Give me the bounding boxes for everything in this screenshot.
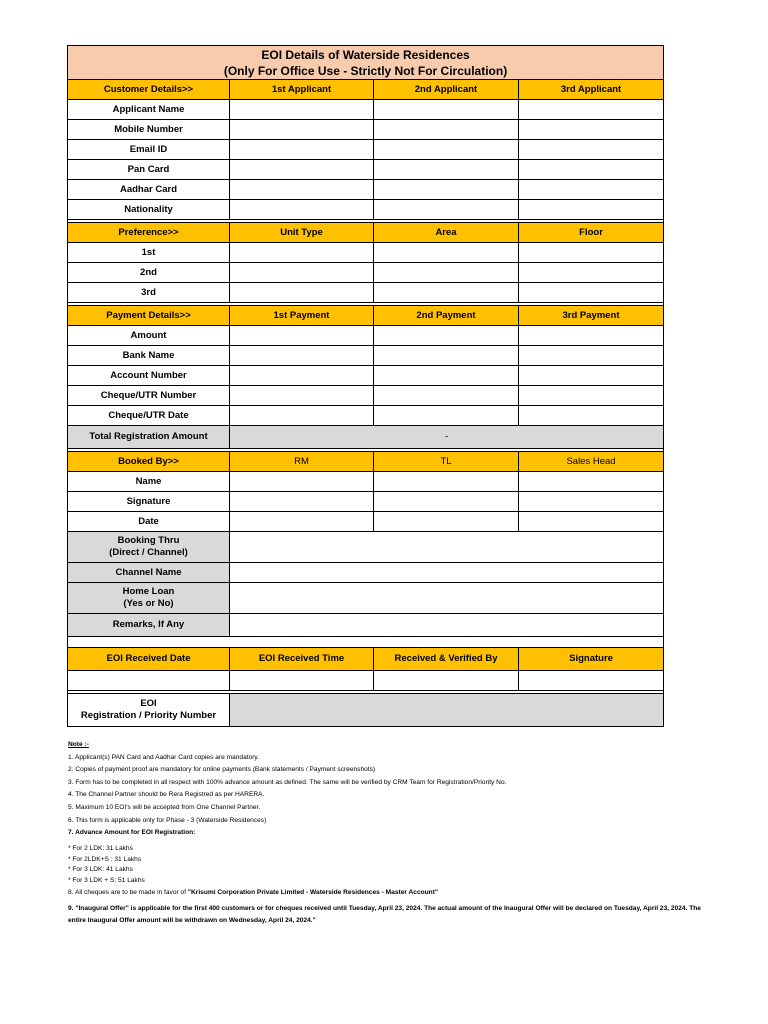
input-cell[interactable] [374, 160, 519, 180]
input-cell[interactable] [230, 472, 374, 492]
eoi-table [67, 45, 664, 727]
note-4: 4. The Channel Partner should be Rera Registred as per HARERA. [68, 791, 265, 799]
booked-by-header: Booked By>> [68, 452, 230, 472]
input-cell[interactable] [230, 160, 374, 180]
advance-2ldk-s: * For 2LDK+S : 31 Lakhs [68, 855, 142, 863]
input-cell[interactable] [374, 346, 519, 366]
row-email-id [68, 140, 664, 160]
input-cell[interactable] [230, 406, 374, 426]
input-cell[interactable] [374, 492, 519, 512]
col-sales-head: Sales Head [519, 452, 664, 472]
note-8-payee: "Krisumi Corporation Private Limited - Waterside Residences - Master Account" [187, 888, 439, 896]
col-unit-type: Unit Type [230, 223, 374, 243]
row-booked-name [68, 472, 664, 492]
input-cell[interactable] [519, 160, 664, 180]
label-eoi-registration [68, 694, 230, 727]
note-5: 5. Maximum 10 EOI's will be accepted from One Channel Partner. [68, 803, 261, 811]
label-remarks: Remarks, If Any [68, 614, 230, 637]
eoi-registration-value [230, 694, 664, 727]
label-home-loan-line2: (Yes or No) [123, 598, 174, 609]
channel-name-input[interactable] [230, 563, 664, 583]
input-cell[interactable] [230, 100, 374, 120]
input-cell[interactable] [519, 243, 664, 263]
input-cell[interactable] [374, 120, 519, 140]
input-cell[interactable] [374, 263, 519, 283]
row-home-loan [68, 583, 664, 614]
label-mobile-number: Mobile Number [68, 120, 230, 140]
label-home-loan-line1: Home Loan [122, 586, 175, 597]
row-total-registration-amount [68, 426, 664, 449]
label-applicant-name: Applicant Name [68, 100, 230, 120]
input-cell[interactable] [519, 263, 664, 283]
note-3: 3. Form has to be completed in all respect with 100% advance amount as defined. The same will be verified by CRM Team for Registration/Priority No. [68, 778, 507, 786]
label-booked-name: Name [68, 472, 230, 492]
note-7: 7. Advance Amount for EOI Registration: [68, 829, 196, 837]
col-rm: RM [230, 452, 374, 472]
row-bank-name [68, 346, 664, 366]
label-bank-name: Bank Name [68, 346, 230, 366]
col-3rd-payment: 3rd Payment [519, 306, 664, 326]
label-preference-2nd: 2nd [68, 263, 230, 283]
input-cell[interactable] [68, 671, 230, 691]
row-preference-2nd [68, 263, 664, 283]
col-1st-payment: 1st Payment [230, 306, 374, 326]
input-cell[interactable] [230, 326, 374, 346]
input-cell[interactable] [519, 346, 664, 366]
input-cell[interactable] [374, 243, 519, 263]
input-cell[interactable] [519, 140, 664, 160]
input-cell[interactable] [230, 366, 374, 386]
row-preference-1st [68, 243, 664, 263]
input-cell[interactable] [374, 512, 519, 532]
row-eoi-received [68, 671, 664, 691]
col-3rd-applicant: 3rd Applicant [519, 80, 664, 100]
form-title-line1: EOI Details of Waterside Residences [261, 47, 470, 62]
input-cell[interactable] [230, 200, 374, 220]
col-2nd-applicant: 2nd Applicant [374, 80, 519, 100]
col-area: Area [374, 223, 519, 243]
input-cell[interactable] [230, 346, 374, 366]
label-total-registration-amount: Total Registration Amount [68, 426, 230, 449]
advance-3ldk-s: * For 3 LDK + S: 51 Lakhs [68, 877, 145, 885]
input-cell[interactable] [374, 386, 519, 406]
row-booking-thru [68, 532, 664, 563]
label-nationality: Nationality [68, 200, 230, 220]
row-nationality [68, 200, 664, 220]
col-1st-applicant: 1st Applicant [230, 80, 374, 100]
label-cheque-utr-number: Cheque/UTR Number [68, 386, 230, 406]
row-applicant-name [68, 100, 664, 120]
label-preference-3rd: 3rd [68, 283, 230, 303]
label-channel-name: Channel Name [68, 563, 230, 583]
spacer-row [68, 637, 664, 648]
row-remarks [68, 614, 664, 637]
input-cell[interactable] [230, 263, 374, 283]
label-eoi-registration-line2: Registration / Priority Number [80, 710, 217, 721]
input-cell[interactable] [374, 671, 519, 691]
input-cell[interactable] [519, 386, 664, 406]
col-tl: TL [374, 452, 519, 472]
input-cell[interactable] [519, 671, 664, 691]
input-cell[interactable] [374, 283, 519, 303]
row-cheque-utr-number [68, 386, 664, 406]
col-eoi-received-date: EOI Received Date [68, 648, 230, 671]
col-floor: Floor [519, 223, 664, 243]
input-cell[interactable] [519, 180, 664, 200]
title-row [68, 46, 664, 80]
notes-heading: Note :- [68, 741, 89, 748]
note-1: 1. Applicant(s) PAN Card and Aadhar Card copies are mandatory. [68, 753, 260, 761]
label-account-number: Account Number [68, 366, 230, 386]
col-eoi-received-time: EOI Received Time [230, 648, 374, 671]
note-8 [68, 887, 708, 900]
input-cell[interactable] [519, 100, 664, 120]
payment-details-header: Payment Details>> [68, 306, 230, 326]
row-eoi-registration [68, 694, 664, 727]
row-preference-3rd [68, 283, 664, 303]
booked-by-header-row [68, 452, 664, 472]
preference-header-row [68, 223, 664, 243]
input-cell[interactable] [519, 492, 664, 512]
input-cell[interactable] [519, 326, 664, 346]
eoi-header-row [68, 648, 664, 671]
notes-section [68, 739, 708, 927]
advance-3ldk: * For 3 LDK: 41 Lakhs [68, 866, 133, 874]
label-pan-card: Pan Card [68, 160, 230, 180]
label-home-loan [68, 583, 230, 614]
form-title [68, 46, 664, 80]
input-cell[interactable] [374, 100, 519, 120]
row-mobile-number [68, 120, 664, 140]
input-cell[interactable] [230, 671, 374, 691]
spacer [68, 637, 664, 648]
eoi-form [67, 45, 663, 727]
input-cell[interactable] [230, 140, 374, 160]
row-channel-name [68, 563, 664, 583]
input-cell[interactable] [519, 283, 664, 303]
input-cell[interactable] [519, 406, 664, 426]
col-received-verified-by: Received & Verified By [374, 648, 519, 671]
label-cheque-utr-date: Cheque/UTR Date [68, 406, 230, 426]
row-amount [68, 326, 664, 346]
advance-2ldk: * For 2 LDK: 31 Lakhs [68, 844, 133, 852]
label-booking-thru [68, 532, 230, 563]
form-title-line2: (Only For Office Use - Strictly Not For Circulation) [223, 63, 508, 78]
label-preference-1st: 1st [68, 243, 230, 263]
remarks-input[interactable] [230, 614, 664, 637]
customer-details-header: Customer Details>> [68, 80, 230, 100]
input-cell[interactable] [374, 180, 519, 200]
home-loan-input[interactable] [230, 583, 664, 614]
note-2: 2. Copies of payment proof are mandatory for online payments (Bank statements / Payment screenshots) [68, 766, 376, 774]
preference-header: Preference>> [68, 223, 230, 243]
col-eoi-signature: Signature [519, 648, 664, 671]
input-cell[interactable] [230, 120, 374, 140]
label-aadhar-card: Aadhar Card [68, 180, 230, 200]
customer-header-row [68, 80, 664, 100]
note-6: 6. This form is applicable only for Phase - 3 (Waterside Residences) [68, 816, 267, 824]
input-cell[interactable] [374, 200, 519, 220]
input-cell[interactable] [519, 512, 664, 532]
input-cell[interactable] [230, 283, 374, 303]
note-8-prefix: 8. All cheques are to be made in favor of [68, 888, 188, 896]
input-cell[interactable] [374, 326, 519, 346]
col-2nd-payment: 2nd Payment [374, 306, 519, 326]
label-booked-signature: Signature [68, 492, 230, 512]
row-booked-date [68, 512, 664, 532]
row-aadhar-card [68, 180, 664, 200]
label-eoi-registration-line1: EOI [140, 698, 157, 709]
payment-header-row [68, 306, 664, 326]
input-cell[interactable] [230, 512, 374, 532]
input-cell[interactable] [519, 120, 664, 140]
row-booked-signature [68, 492, 664, 512]
input-cell[interactable] [230, 243, 374, 263]
input-cell[interactable] [230, 180, 374, 200]
booking-thru-input[interactable] [230, 532, 664, 563]
label-booking-thru-line1: Booking Thru [117, 535, 180, 546]
input-cell[interactable] [374, 472, 519, 492]
label-booking-thru-line2: (Direct / Channel) [109, 547, 188, 558]
input-cell[interactable] [230, 386, 374, 406]
input-cell[interactable] [230, 492, 374, 512]
input-cell[interactable] [374, 366, 519, 386]
total-registration-amount-value: - [230, 426, 664, 449]
row-pan-card [68, 160, 664, 180]
row-cheque-utr-date [68, 406, 664, 426]
note-9: 9. "Inaugural Offer" is applicable for the first 400 customers or for cheques received until Tuesday, April 23, 2024. The actual amount of the Inaugural Offer will be declared on Tuesday, April 23, 2024. The entire Inaugural Offer amount will be withdrawn on Wednesday, April 24, 2024." [68, 904, 701, 924]
label-booked-date: Date [68, 512, 230, 532]
label-amount: Amount [68, 326, 230, 346]
input-cell[interactable] [374, 140, 519, 160]
input-cell[interactable] [519, 472, 664, 492]
input-cell[interactable] [519, 200, 664, 220]
input-cell[interactable] [519, 366, 664, 386]
row-account-number [68, 366, 664, 386]
input-cell[interactable] [374, 406, 519, 426]
label-email-id: Email ID [68, 140, 230, 160]
